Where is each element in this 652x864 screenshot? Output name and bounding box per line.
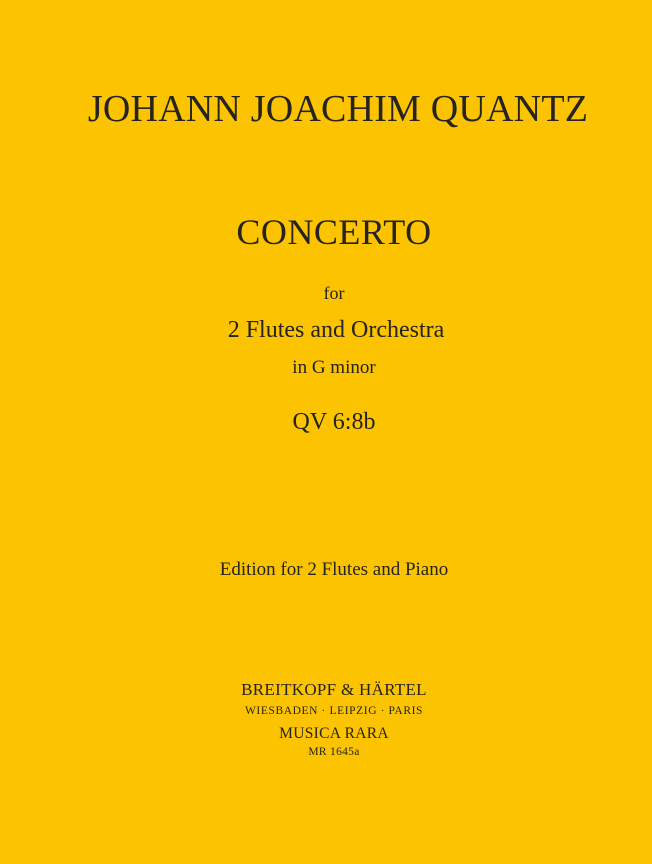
publisher-name: BREITKOPF & HÄRTEL [241,680,427,699]
for-text: for [323,283,345,303]
edition-number: MR 1645a [308,746,360,758]
musical-key: in G minor [292,357,376,378]
catalog-number: QV 6:8b [292,409,376,435]
edition-description: Edition for 2 Flutes and Piano [219,559,449,580]
composer-name: JOHANN JOACHIM QUANTZ [87,88,589,130]
publisher-cities: WIESBADEN · LEIPZIG · PARIS [244,705,424,717]
instrumentation: 2 Flutes and Orchestra [227,317,445,343]
work-title: CONCERTO [236,212,432,252]
imprint-name: MUSICA RARA [279,725,389,742]
